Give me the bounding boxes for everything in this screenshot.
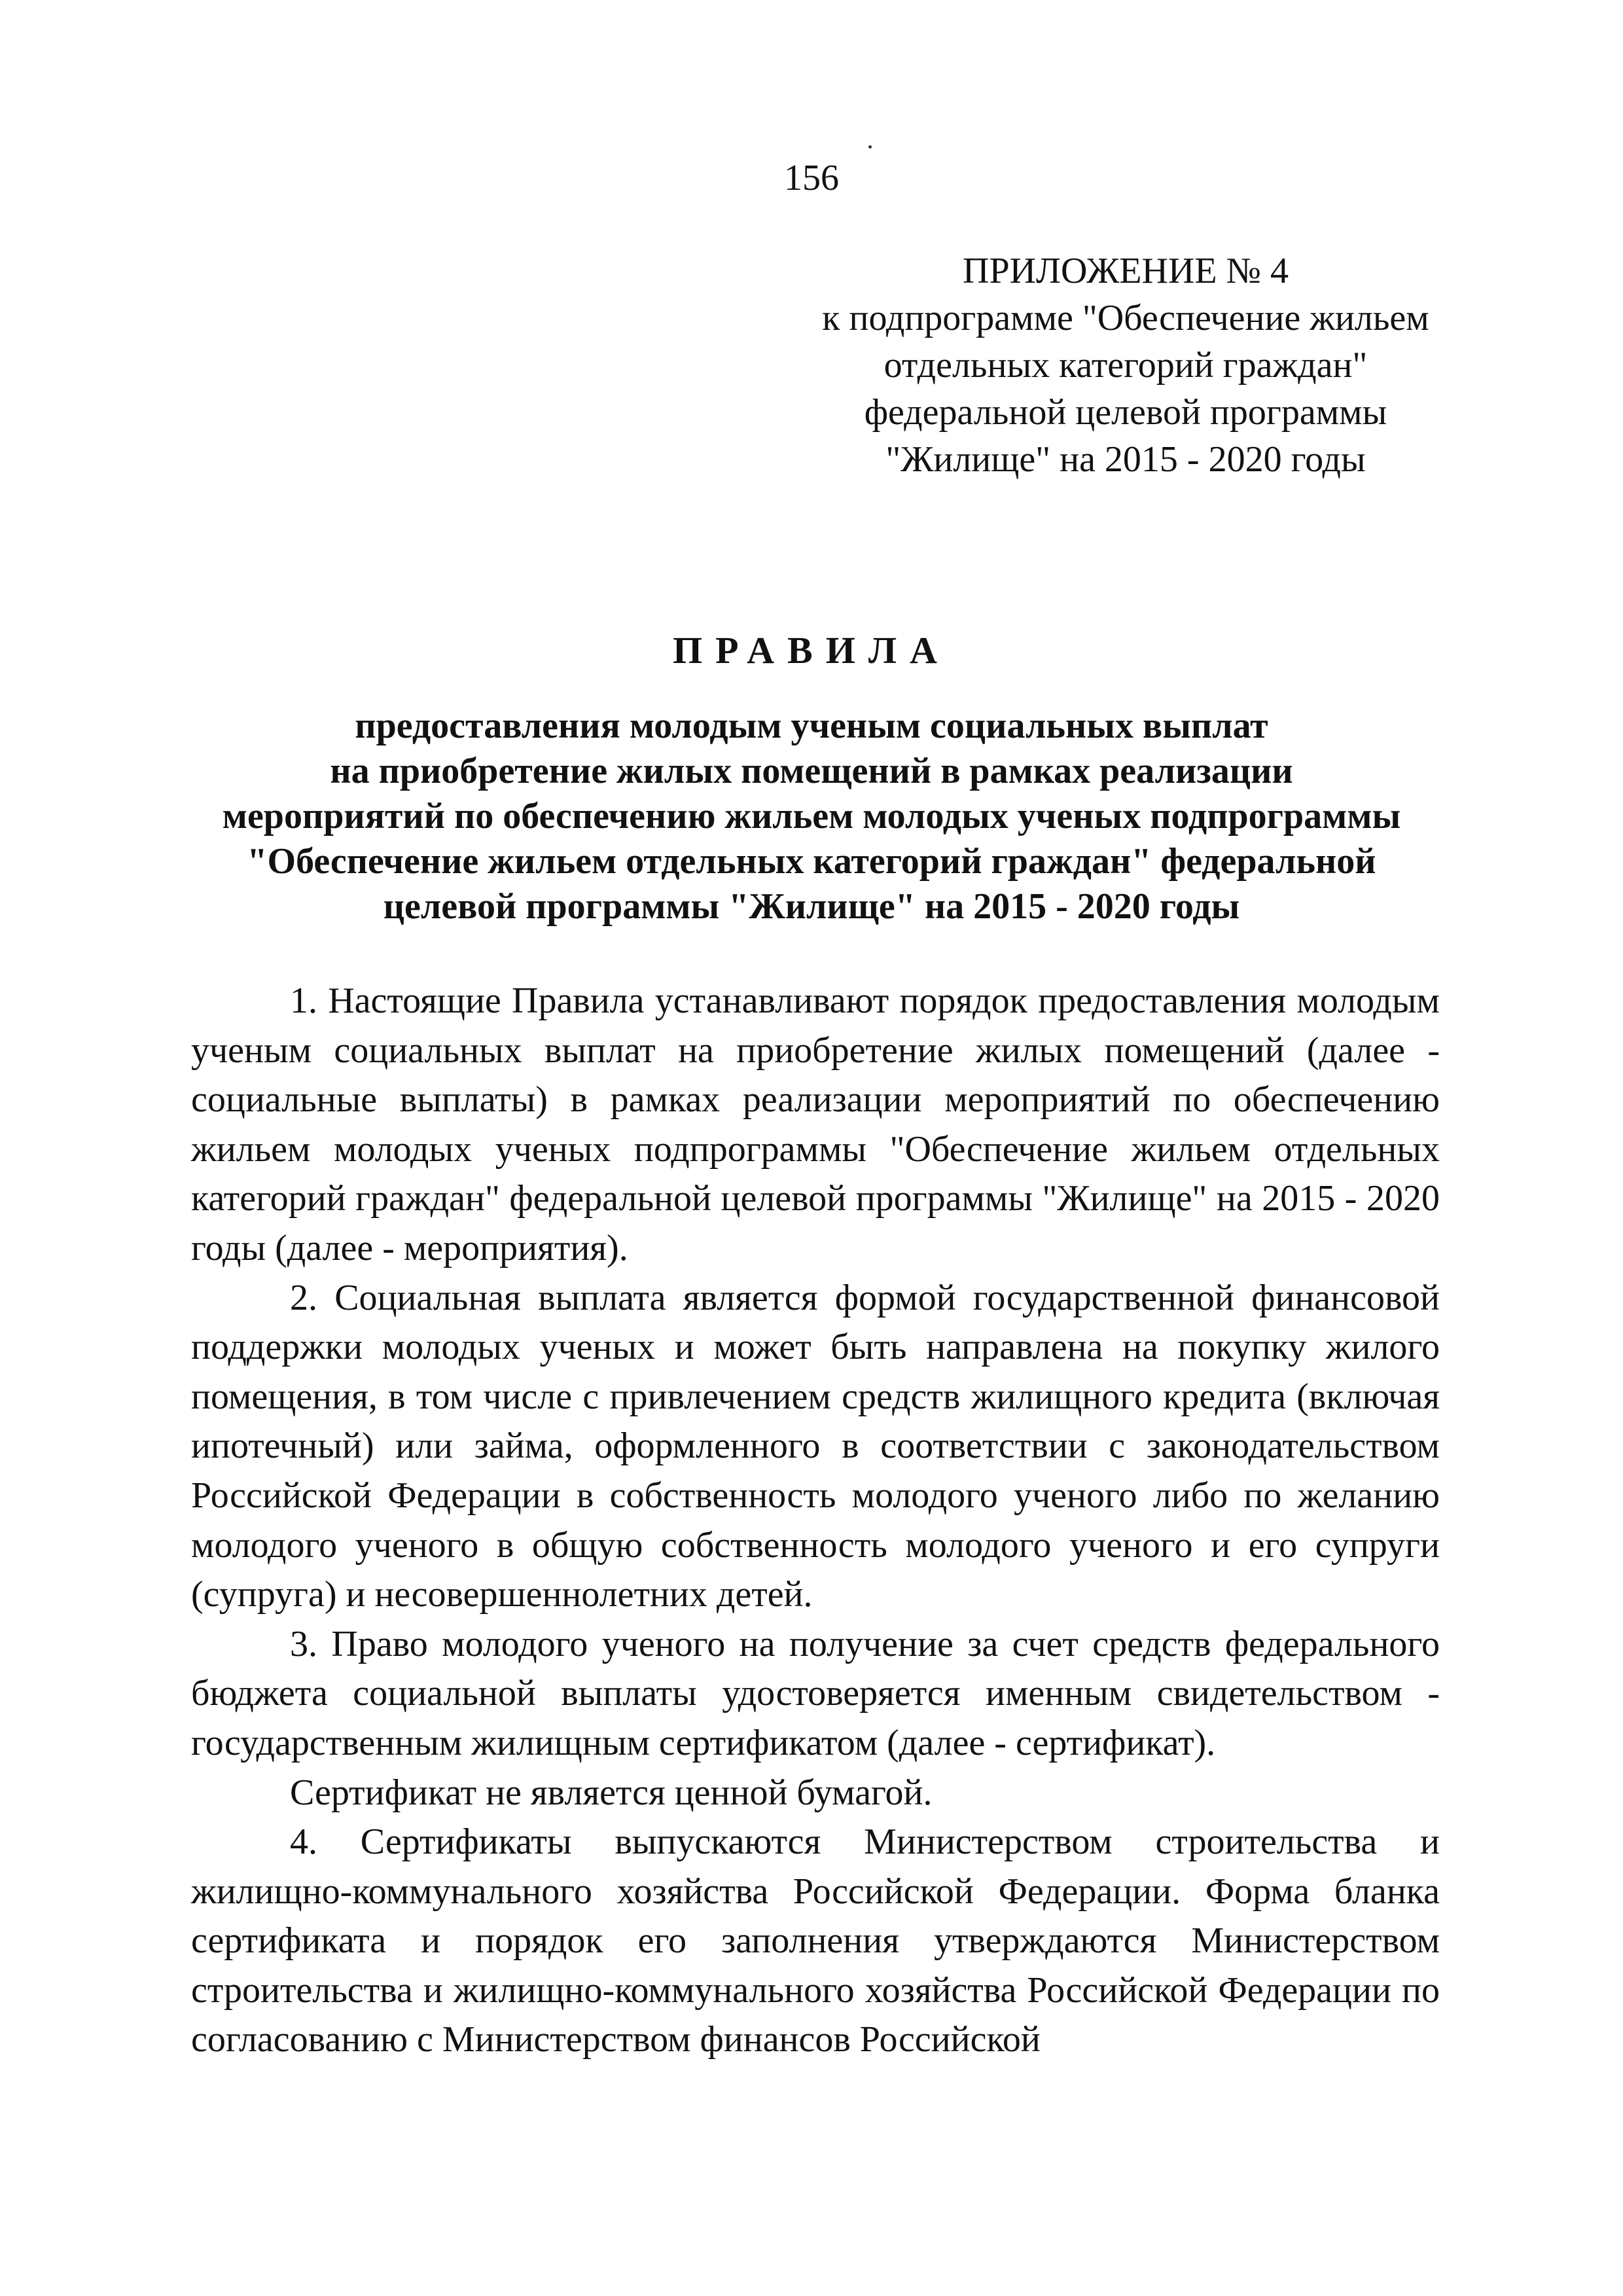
appendix-line: отдельных категорий граждан" [883,345,1368,386]
appendix-header [753,247,1499,483]
document-subtitle [0,704,1623,929]
stray-mark [868,145,872,149]
paragraph-3: 3. Право молодого ученого на получение за счет средств федерального бюджета социальной выплаты удостоверяется именным свидетельством - государственным жилищным сертификатом (далее - сертификат). [191,1623,1440,1763]
subtitle-line: "Обеспечение жильем отдельных категорий граждан" федеральной [247,841,1376,882]
paragraph-1: 1. Настоящие Правила устанавливают порядок предоставления молодым ученым социальных выплат на приобретение жилых помещений (далее - социальные выплаты) в рамках реализации мероприятий по обеспечению жильем молодых ученых подпрограммы "Обеспечение жильем отдельных категорий граждан" федеральной целевой программы "Жилище" на 2015 - 2020 годы (далее - мероприятия). [191,980,1440,1268]
appendix-line: ПРИЛОЖЕНИЕ № 4 [963,251,1289,291]
appendix-line: федеральной целевой программы [864,392,1387,433]
page-number: 156 [784,158,839,198]
subtitle-line: предоставления молодым ученым социальных выплат [355,706,1268,746]
body-text [191,977,1440,2065]
title-block [0,628,1623,929]
document-title: ПРАВИЛА [673,629,950,672]
paragraph-2: 2. Социальная выплата является формой государственной финансовой поддержки молодых ученых и может быть направлена на покупку жилого помещения, в том числе с привлечением средств жилищного кредита (включая ипотечный) или займа, оформленного в соответствии с законодательством Российской Федерации в собственность молодого ученого либо по желанию молодого ученого в общую собственность молодого ученого и его супруги (супруга) и несовершеннолетних детей. [191,1277,1440,1615]
subtitle-line: на приобретение жилых помещений в рамках реализации [330,751,1293,791]
subtitle-line: мероприятий по обеспечению жильем молодых ученых подпрограммы [222,796,1401,836]
appendix-line: к подпрограмме "Обеспечение жильем [822,298,1429,338]
subtitle-line: целевой программы "Жилище" на 2015 - 2020 годы [383,886,1240,927]
paragraph-4: 4. Сертификаты выпускаются Министерством строительства и жилищно-коммунального хозяйства Российской Федерации. Форма бланка сертификата и порядок его заполнения утверждаются Министерством строительства и жилищно-коммунального хозяйства Российской Федерации по согласованию с Министерством финансов Российской [191,1821,1440,2060]
paragraph-certificate-note: Сертификат не является ценной бумагой. [290,1772,933,1813]
appendix-line: "Жилище" на 2015 - 2020 годы [885,439,1366,480]
